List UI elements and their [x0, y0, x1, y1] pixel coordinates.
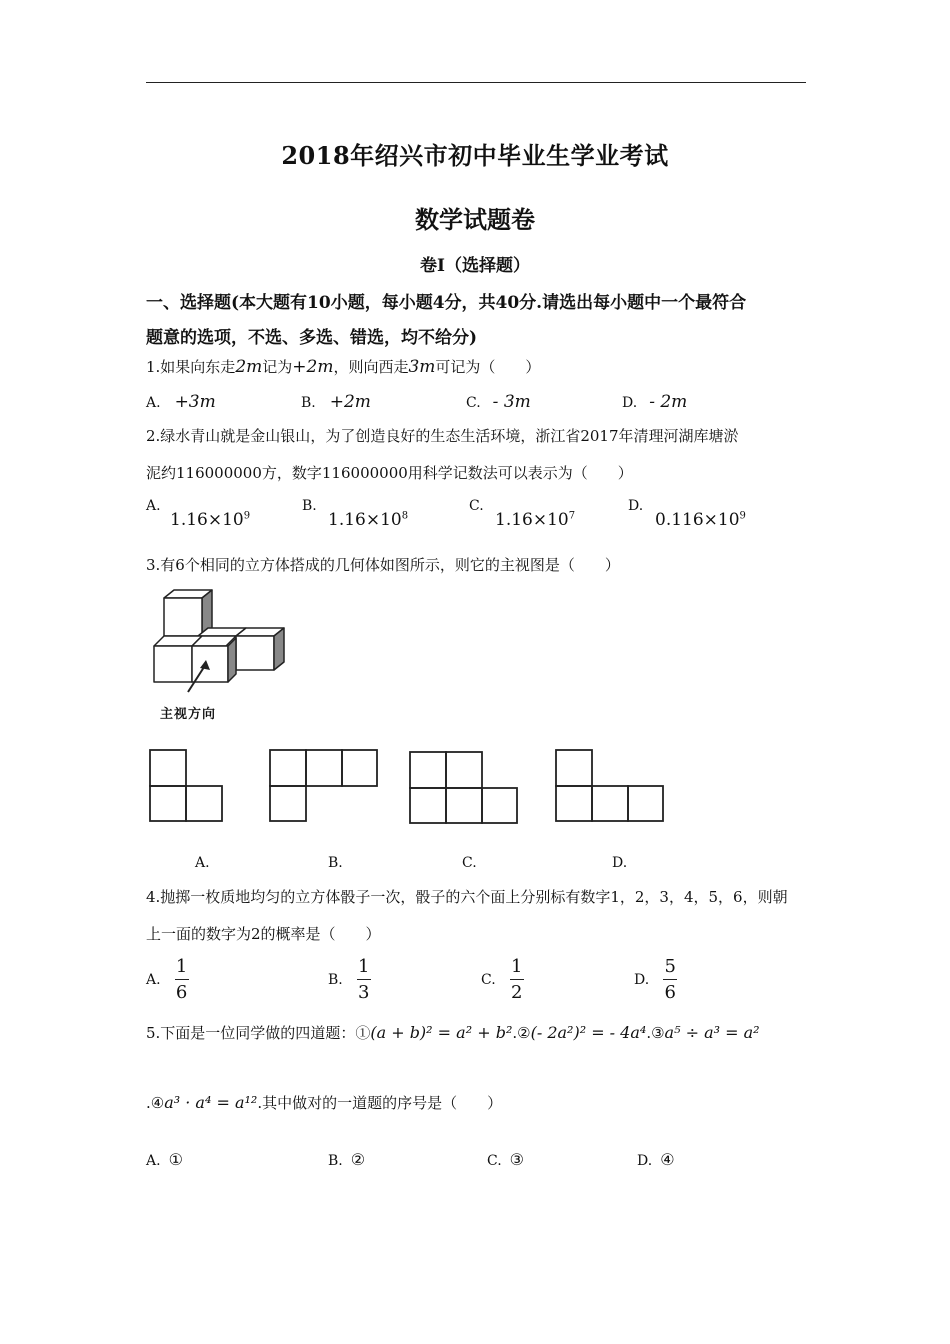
question-5-line2: [146, 1092, 502, 1113]
view-direction-label: 主视方向: [160, 707, 217, 722]
q5-circle-3: .③: [646, 1024, 665, 1042]
q3-option-c-label[interactable]: C.: [462, 855, 477, 871]
q5-expr-1: (a + b)² = a² + b²: [370, 1023, 513, 1042]
q5-option-d[interactable]: D. ④: [637, 1150, 675, 1169]
q5-expr-2: (- 2a²)² = - 4a⁴: [530, 1023, 647, 1042]
q5-text-post: .其中做对的一道题的序号是（ ）: [257, 1094, 503, 1112]
q2-option-b-label[interactable]: B.: [302, 498, 317, 514]
q3-option-d-label[interactable]: D.: [612, 855, 628, 871]
question-3: 3.有6个相同的立方体搭成的几何体如图所示，则它的主视图是（ ）: [146, 556, 620, 574]
q4-option-d[interactable]: D. $\frac{5}{6}$: [634, 956, 676, 1003]
q5-expr-4: a³ · a⁴ = a¹²: [164, 1093, 258, 1112]
q1-math-b: +2m: [292, 357, 334, 377]
q1-math-a: 2m: [235, 357, 263, 377]
q5-expr-3: a⁵ ÷ a³ = a²: [664, 1023, 760, 1042]
q1-math-c: 3m: [408, 357, 436, 377]
question-4-line1: 4.抛掷一枚质地均匀的立方体骰子一次，骰子的六个面上分别标有数字1，2，3，4，5，6，则朝: [146, 888, 788, 906]
question-2-line1: 2.绿水青山就是金山银山，为了创造良好的生态生活环境，浙江省2017年清理河湖库塘淤: [146, 427, 739, 445]
exam-subtitle: 数学试题卷: [415, 205, 535, 234]
top-rule: [146, 82, 806, 83]
q1-text-mid1: 记为: [262, 358, 293, 376]
q2-option-b-value[interactable]: $1.16\times 10^8$: [328, 510, 409, 530]
q1-text-pre: 1.如果向东走: [146, 358, 236, 376]
q2-option-c-value[interactable]: $1.16\times 10^7$: [495, 510, 576, 530]
q2-option-d-value[interactable]: $0.116\times 10^9$: [655, 510, 746, 530]
q5-option-b[interactable]: B. ②: [328, 1150, 366, 1169]
q3-option-c-figure[interactable]: [409, 751, 519, 824]
q2-option-d-label[interactable]: D.: [628, 498, 644, 514]
q5-option-c[interactable]: C. ③: [487, 1150, 525, 1169]
section-instructions-line1: 一、选择题(本大题有10小题，每小题4分，共40分.请选出每小题中一个最符合: [146, 293, 747, 313]
q4-option-c[interactable]: C. $\frac{1}{2}$: [481, 956, 523, 1003]
q1-text-post: 可记为（ ）: [435, 358, 541, 376]
question-1: [146, 356, 540, 377]
q1-option-b[interactable]: B. +2m: [301, 392, 371, 412]
q1-text-mid2: ，则向西走: [333, 358, 409, 376]
q5-circle-2: .②: [512, 1024, 531, 1042]
q3-option-d-figure[interactable]: [555, 749, 665, 822]
q5-circle-4: .④: [146, 1094, 165, 1112]
q5-option-a[interactable]: A. ①: [146, 1150, 183, 1169]
q1-option-d[interactable]: D. - 2m: [622, 392, 688, 412]
q2-option-a-label[interactable]: A.: [146, 498, 161, 514]
exam-title: 2018年绍兴市初中毕业生学业考试: [281, 141, 669, 170]
q1-option-c[interactable]: C. - 3m: [466, 392, 531, 412]
q2-option-c-label[interactable]: C.: [469, 498, 484, 514]
q2-option-a-value[interactable]: $1.16\times 10^9$: [170, 510, 251, 530]
q4-option-a[interactable]: A. $\frac{1}{6}$: [146, 956, 188, 1003]
q3-option-b-figure[interactable]: [269, 749, 379, 822]
question-4-line2: 上一面的数字为2的概率是（ ）: [146, 925, 381, 943]
q4-option-b[interactable]: B. $\frac{1}{3}$: [328, 956, 370, 1003]
q3-option-a-label[interactable]: A.: [195, 855, 210, 871]
q3-option-b-label[interactable]: B.: [328, 855, 343, 871]
q1-option-a[interactable]: A. +3m: [146, 392, 216, 412]
part-heading: 卷Ⅰ（选择题）: [420, 256, 530, 276]
q3-option-a-figure[interactable]: [149, 749, 224, 822]
question-2-line2: 泥约116000000方，数字116000000用科学记数法可以表示为（ ）: [146, 464, 633, 482]
section-instructions-line2: 题意的选项，不选、多选、错选，均不给分): [146, 328, 478, 348]
question-5-line1: [146, 1022, 760, 1043]
q5-text-pre: 5.下面是一位同学做的四道题：①: [146, 1024, 371, 1042]
